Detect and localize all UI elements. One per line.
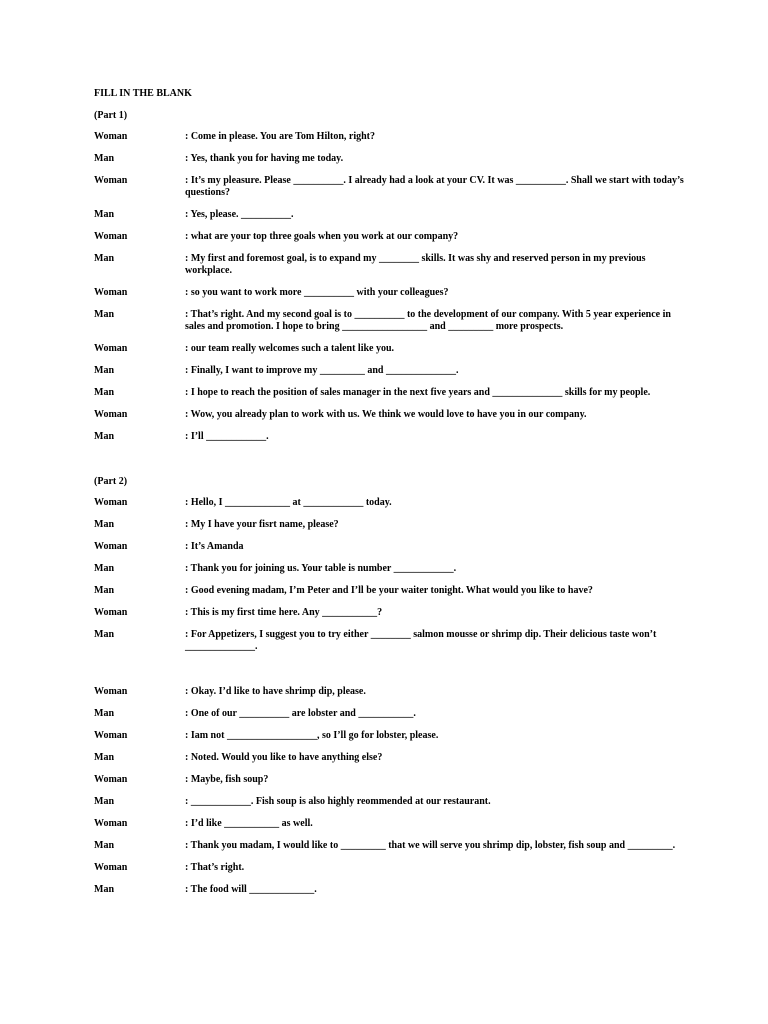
- line-text: : Yes, please. __________.: [185, 209, 294, 220]
- speaker-label: Man: [94, 153, 114, 164]
- dialogue-line: [94, 862, 684, 874]
- dialogue-line: [94, 365, 684, 377]
- speaker-label: Man: [94, 365, 114, 376]
- dialogue-line: [94, 209, 684, 221]
- dialogue-line: [94, 585, 684, 597]
- dialogue-line: [94, 563, 684, 575]
- speaker-label: Man: [94, 752, 114, 763]
- speaker-label: Woman: [94, 131, 128, 142]
- dialogue-line: [94, 818, 684, 830]
- line-text: : My first and foremost goal, is to expand my ________ skills. It was shy and reserved person in my previous workplace.: [185, 253, 646, 276]
- line-text: : Yes, thank you for having me today.: [185, 153, 344, 164]
- speaker-label: Man: [94, 884, 114, 895]
- line-text: : That’s right.: [185, 862, 245, 873]
- line-text: : My I have your fisrt name, please?: [185, 519, 339, 530]
- dialogue-line: [94, 752, 684, 764]
- line-text: : That’s right. And my second goal is to __________ to the development of our company. With 5 year experience in sales and promotion. I hope to bring _________________ and _________ more prospects.: [185, 309, 671, 332]
- dialogue-line: [94, 287, 684, 299]
- part-1-label: (Part 1): [94, 110, 128, 121]
- speaker-label: Man: [94, 629, 114, 640]
- line-text: : It’s my pleasure. Please __________. I already had a look at your CV. It was __________. Shall we start with today’s questions?: [185, 175, 684, 198]
- dialogue-line: [94, 541, 684, 553]
- dialogue-line: [94, 409, 684, 421]
- line-text: : The food will _____________.: [185, 884, 317, 895]
- speaker-label: Man: [94, 563, 114, 574]
- speaker-label: Woman: [94, 343, 128, 354]
- dialogue-line: [94, 343, 684, 355]
- speaker-label: Woman: [94, 730, 128, 741]
- worksheet: [94, 87, 684, 906]
- dialogue-line: [94, 387, 684, 399]
- part-2: [94, 475, 684, 896]
- line-text: : what are your top three goals when you work at our company?: [185, 231, 459, 242]
- dialogue-line: [94, 730, 684, 742]
- dialogue-line: [94, 607, 684, 619]
- speaker-label: Man: [94, 387, 114, 398]
- speaker-label: Woman: [94, 409, 128, 420]
- line-text: : Wow, you already plan to work with us. We think we would love to have you in our company.: [185, 409, 587, 420]
- dialogue-line: [94, 309, 684, 333]
- part-1: [94, 109, 684, 443]
- line-text: : Noted. Would you like to have anything else?: [185, 752, 383, 763]
- speaker-label: Woman: [94, 818, 128, 829]
- speaker-label: Man: [94, 209, 114, 220]
- line-text: : our team really welcomes such a talent like you.: [185, 343, 395, 354]
- dialogue-line: [94, 840, 684, 852]
- dialogue-line: [94, 497, 684, 509]
- speaker-label: Man: [94, 309, 114, 320]
- line-text: : Come in please. You are Tom Hilton, right?: [185, 131, 376, 142]
- dialogue-line: [94, 153, 684, 165]
- dialogue-line: [94, 774, 684, 786]
- speaker-label: Man: [94, 585, 114, 596]
- line-text: : I hope to reach the position of sales manager in the next five years and ______________ skills for my people.: [185, 387, 651, 398]
- speaker-label: Man: [94, 253, 114, 264]
- line-text: : I’ll ____________.: [185, 431, 269, 442]
- speaker-label: Woman: [94, 862, 128, 873]
- speaker-label: Woman: [94, 541, 128, 552]
- line-text: : I’d like ___________ as well.: [185, 818, 313, 829]
- speaker-label: Woman: [94, 607, 128, 618]
- speaker-label: Man: [94, 431, 114, 442]
- line-text: : This is my first time here. Any ___________?: [185, 607, 383, 618]
- line-text: : Okay. I’d like to have shrimp dip, please.: [185, 686, 366, 697]
- worksheet-title: FILL IN THE BLANK: [94, 88, 192, 99]
- speaker-label: Woman: [94, 497, 128, 508]
- speaker-label: Woman: [94, 774, 128, 785]
- dialogue-line: [94, 253, 684, 277]
- speaker-label: Woman: [94, 287, 128, 298]
- dialogue-line: [94, 629, 684, 653]
- dialogue-line: [94, 796, 684, 808]
- line-text: : Thank you for joining us. Your table is number ____________.: [185, 563, 457, 574]
- line-text: : For Appetizers, I suggest you to try either ________ salmon mousse or shrimp dip. Their delicious taste won’t ______________.: [185, 629, 657, 652]
- speaker-label: Woman: [94, 175, 128, 186]
- speaker-label: Man: [94, 796, 114, 807]
- speaker-label: Man: [94, 840, 114, 851]
- line-text: : Iam not __________________, so I’ll go for lobster, please.: [185, 730, 439, 741]
- speaker-label: Woman: [94, 231, 128, 242]
- line-text: : ____________. Fish soup is also highly reommended at our restaurant.: [185, 796, 491, 807]
- dialogue-line: [94, 231, 684, 243]
- speaker-label: Man: [94, 708, 114, 719]
- speaker-label: Woman: [94, 686, 128, 697]
- line-text: : Maybe, fish soup?: [185, 774, 269, 785]
- line-text: : One of our __________ are lobster and ___________.: [185, 708, 416, 719]
- part-2-label: (Part 2): [94, 476, 128, 487]
- line-text: : so you want to work more __________ with your colleagues?: [185, 287, 449, 298]
- line-text: : Finally, I want to improve my _________ and ______________.: [185, 365, 459, 376]
- speaker-label: Man: [94, 519, 114, 530]
- line-text: : Hello, I _____________ at ____________ today.: [185, 497, 392, 508]
- line-text: : It’s Amanda: [185, 541, 244, 552]
- dialogue-line: [94, 131, 684, 143]
- line-text: : Good evening madam, I’m Peter and I’ll be your waiter tonight. What would you like to have?: [185, 585, 593, 596]
- dialogue-line: [94, 884, 684, 896]
- dialogue-line: [94, 708, 684, 720]
- dialogue-line: [94, 686, 684, 698]
- dialogue-line: [94, 175, 684, 199]
- dialogue-line: [94, 431, 684, 443]
- line-text: : Thank you madam, I would like to _________ that we will serve you shrimp dip, lobster, fish soup and _________.: [185, 840, 676, 851]
- dialogue-line: [94, 519, 684, 531]
